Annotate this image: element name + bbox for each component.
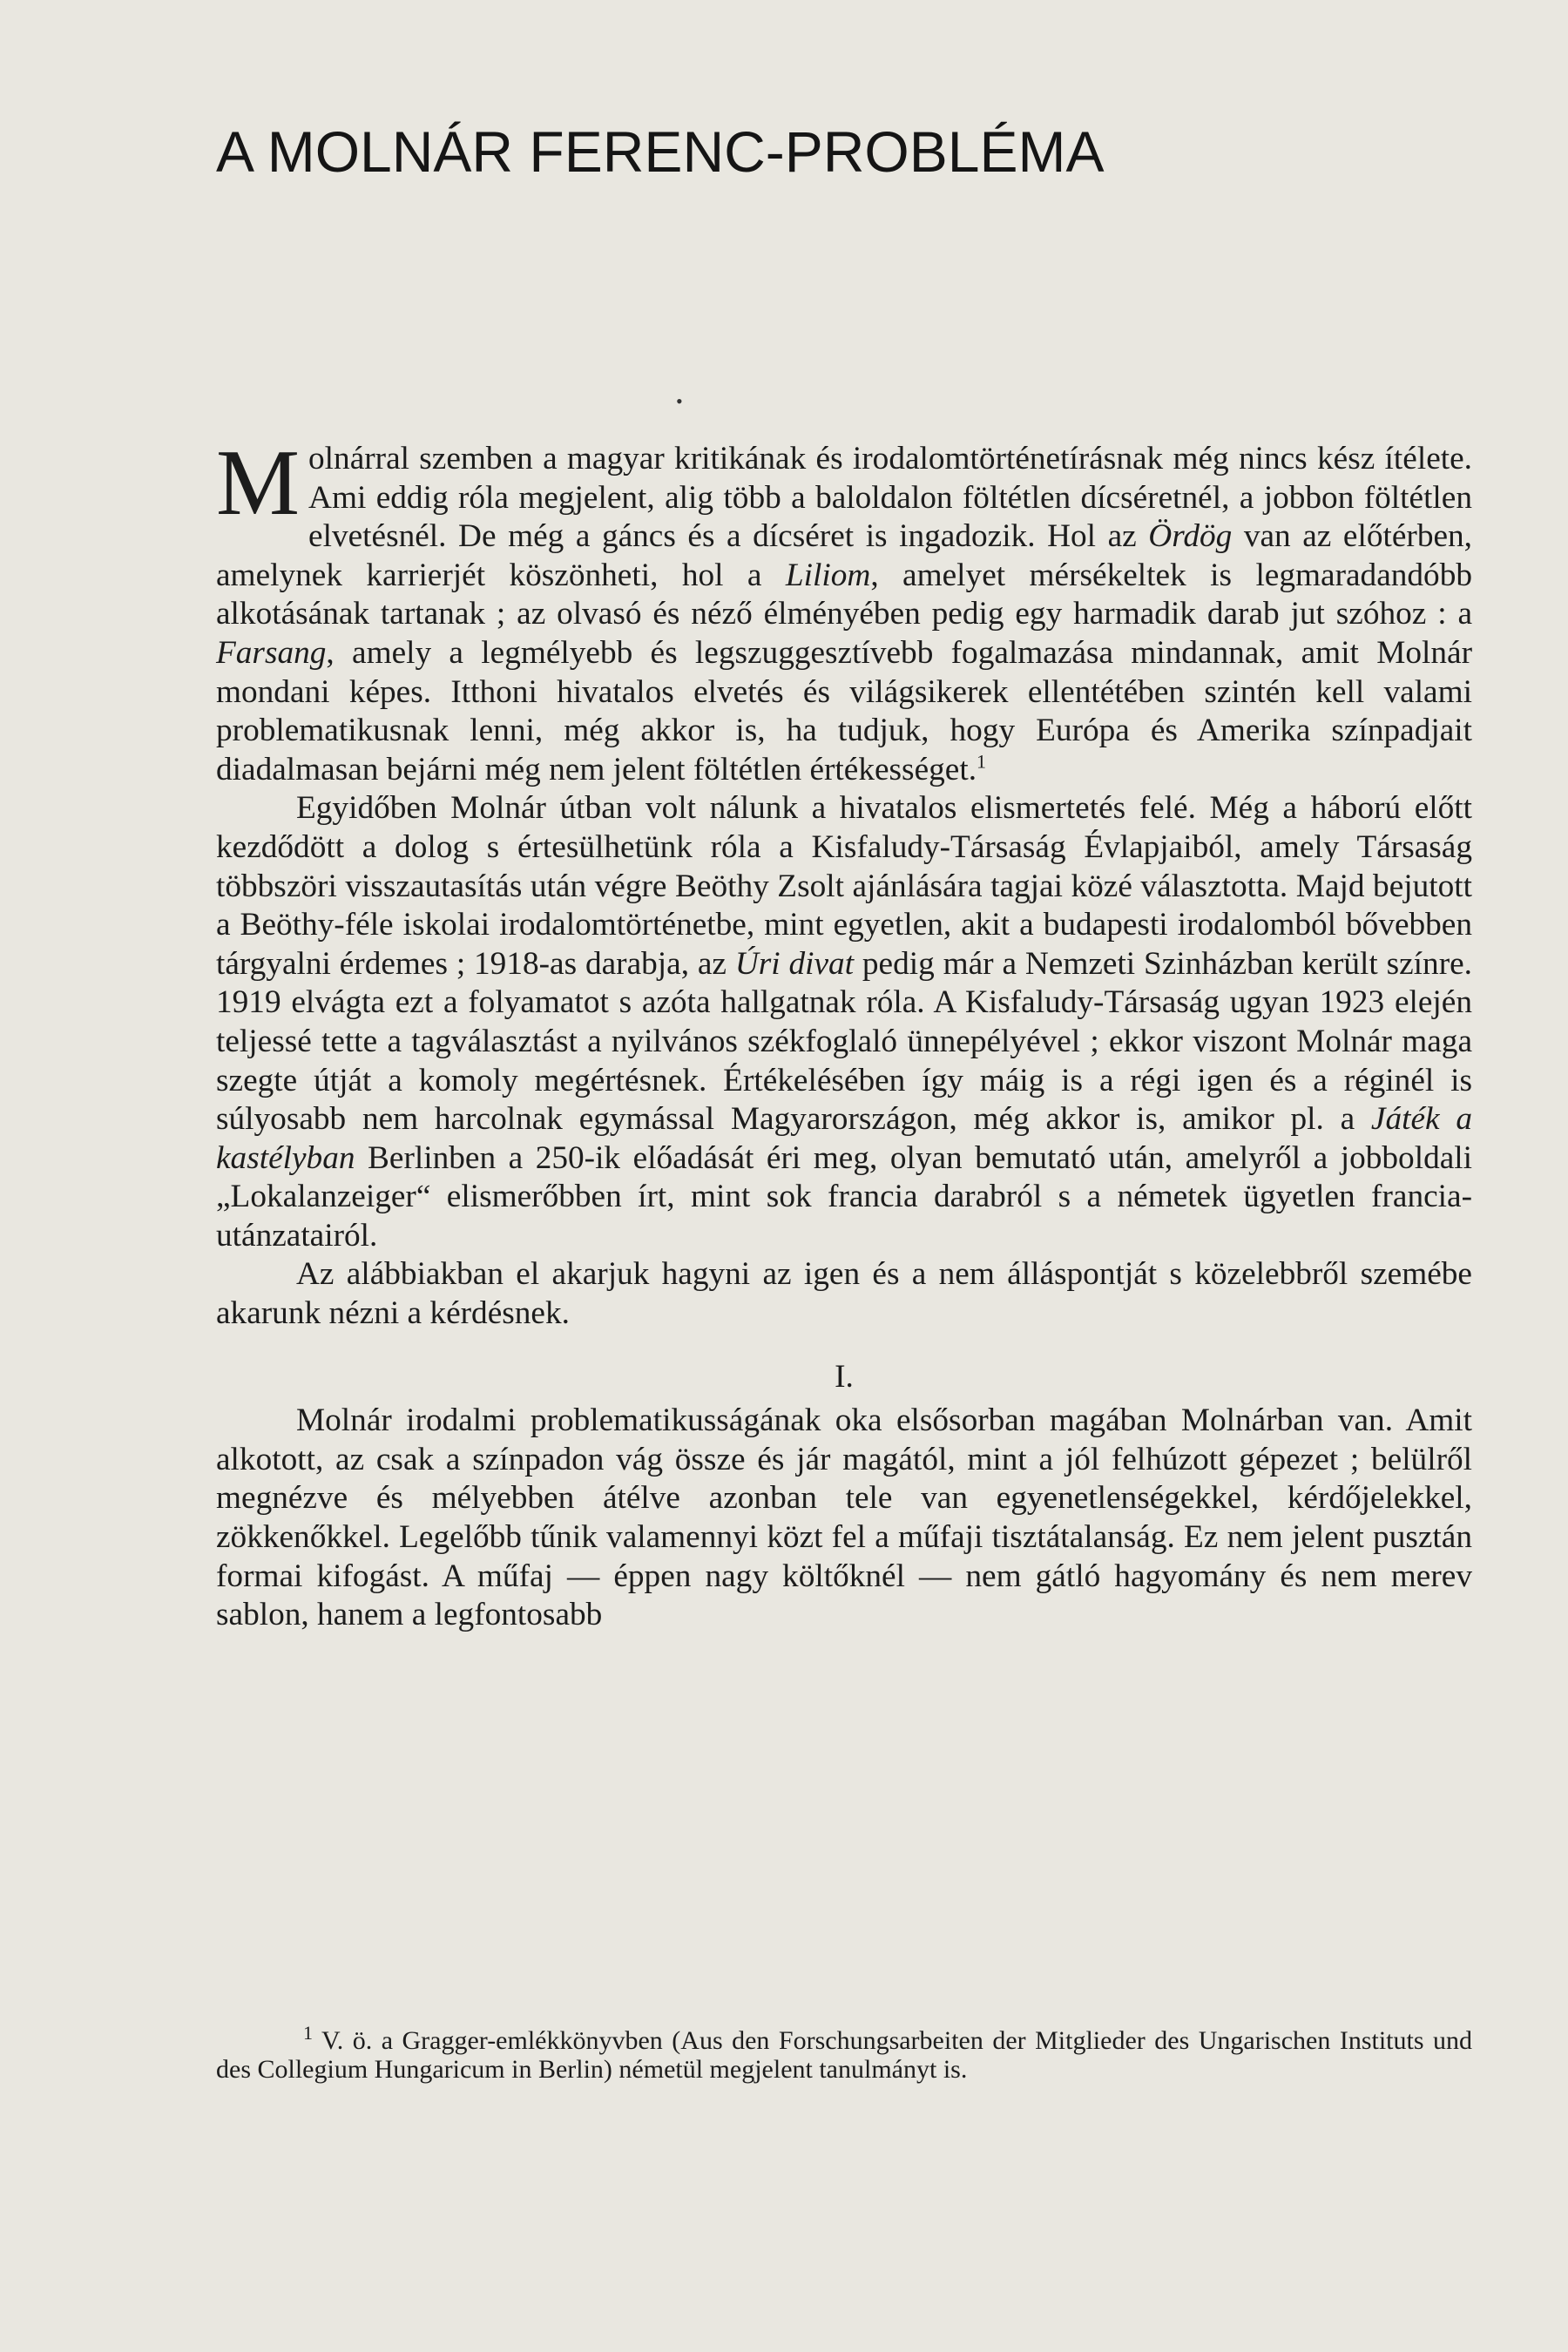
italic-title-farsang: Farsang (216, 634, 327, 671)
italic-title-jatek: Játék a kastélyban (216, 1101, 1472, 1176)
paragraph-3: Az alábbiakban el akarjuk hagyni az igen és a nem álláspontját s közelebbről szemébe akarunk nézni a kérdésnek. (216, 1256, 1472, 1332)
footnote-mark: 1 (303, 2022, 313, 2044)
ornament-dot: • (676, 390, 683, 412)
paragraph-2: Egyidőben Molnár útban volt nálunk a hivatalos elismertetés felé. Még a háború előtt kezdődött a dolog s értesülhetünk róla a Kisfaludy-Társaság Évlapjaiból, amely Társaság többszöri visszautasítás után végre Beöthy Zsolt ajánlására tagjai közé választotta. Majd bejutott a Beöthy-féle iskolai irodalomtörténetbe, mint egyetlen, akit a budapesti irodalomból bővebben tárgyalni érdemes ; 1918-as darabja, az Úri divat pedig már a Nemzeti Szinházban került színre. 1919 elvágta ezt a folyamatot s azóta hallgatnak róla. A Kisfaludy-Társaság ugyan 1923 elején teljessé tette a tagválasztást a nyilvános székfoglaló ünnepélyével ; ekkor viszont Molnár maga szegte útját a komoly megértésnek. Értékelésében így máig is a régi igen és a réginél is súlyosabb nem harcolnak egymással Magyarországon, még akkor is, amikor pl. a Játék a kastélyban Berlinben a 250-ik előadását éri meg, olyan bemutató után, amelyről a jobboldali „Lokalanzeiger“ elismerőbben írt, mint sok francia darabról s a németek ügyetlen francia-utánzatairól. (216, 790, 1472, 1254)
footnote-text: $^1$ V. ö. a Gragger-emlékkönyvben (Aus den Forschungsarbeiten der Mitglieder des Ungarischen Instituts und des Collegium Hungaricum in Berlin) németül megjelent tanulmányt is. (216, 2022, 1472, 2084)
drop-cap: M (216, 431, 301, 535)
footnote (216, 2022, 1472, 2084)
paragraph-4: Molnár irodalmi problematikusságának oka elsősorban magában Molnárban van. Amit alkotott, az csak a színpadon vág össze és jár magától, mint a jól felhúzott gépezet ; belülről megnézve és mélyebben átélve azonban tele van egyenetlenségekkel, kérdőjelekkel, zökkenőkkel. Legelőbb tűnik valamennyi közt fel a műfaji tisztátalanság. Ez nem jelent pusztán formai kifogást. A műfaj — éppen nagy költőknél — nem gátló hagyomány és nem merev sablon, hanem a legfontosabb (216, 1402, 1472, 1633)
main-text (216, 431, 1472, 1635)
section-number: I. (835, 1358, 854, 1395)
footnote-reference[interactable]: 1 (977, 750, 987, 773)
italic-title-ordog: Ördög (1148, 518, 1233, 555)
italic-title-liliom: Liliom (785, 557, 871, 593)
italic-title-uri-divat: Úri divat (734, 945, 855, 982)
page-title: A MOLNÁR FERENC-PROBLÉMA (216, 119, 1105, 184)
paragraph-1: Molnárral szemben a magyar kritikának és irodalomtörténetírásnak még nincs kész ítélete. Ami eddig róla megjelent, alig több a baloldalon föltétlen dícséretnél, a jobbon föltétlen elvetésnél. De még a gáncs és a dícséret is ingadozik. Hol az Ördög van az előtérben, amelynek karrierjét köszönheti, hol a Liliom, amelyet mérsékeltek is legmaradandóbb alkotásának tartanak ; az olvasó és néző élményében pedig egy harmadik darab jut szóhoz : a Farsang, amely a legmélyebb és legszuggesztívebb fogalmazása mindannak, amit Molnár mondani képes. Itthoni hivatalos elvetés és világsikerek ellentétében szintén kell valami problematikusnak lenni, még akkor is, ha tudjuk, hogy Európa és Amerika színpadjait diadalmasan bejárni még nem jelent föltétlen értékességet.$^1$ (216, 431, 1472, 787)
